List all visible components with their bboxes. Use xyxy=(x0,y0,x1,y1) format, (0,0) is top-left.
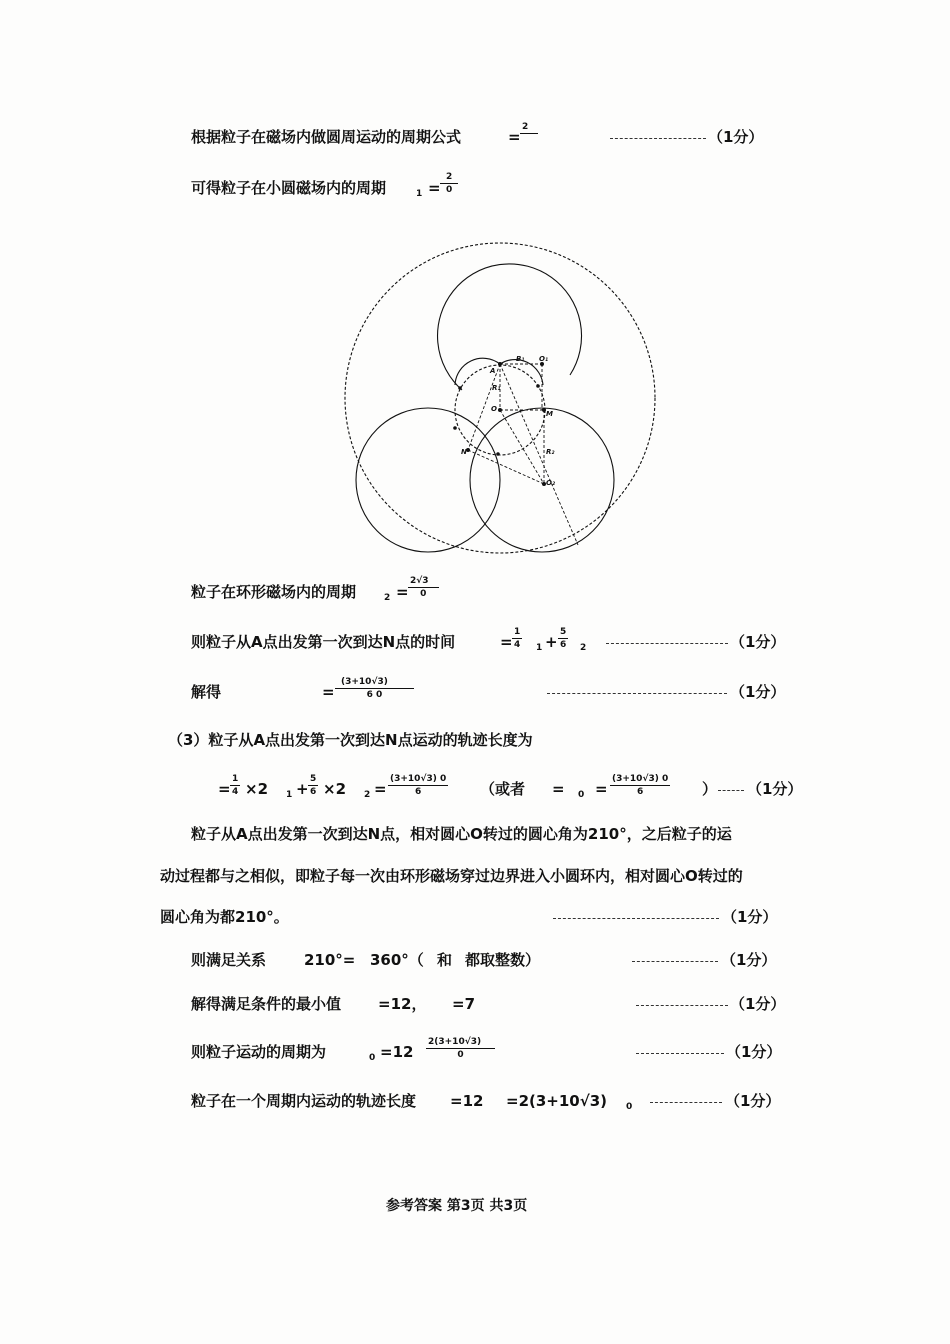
subscript: 0 xyxy=(369,1053,376,1063)
label-r2: R₂ xyxy=(546,448,555,456)
subscript: 1 xyxy=(536,643,543,653)
subscript: 1 xyxy=(416,189,423,199)
formula-period-result-fraction xyxy=(426,1036,495,1061)
fraction-numerator: (3+10√3) xyxy=(335,676,414,689)
label-o: O xyxy=(491,405,497,413)
fraction-denominator: 6 xyxy=(414,787,422,797)
formula-t1-numerator: 2 xyxy=(440,171,458,184)
radius-line-n-o2 xyxy=(468,450,544,484)
formula-length-multiple: =12 xyxy=(450,1092,484,1110)
subscript: 2 xyxy=(364,790,371,800)
formula-eq: = xyxy=(595,780,608,798)
point-marker xyxy=(496,452,500,456)
text-rotation-angle-line1: 粒子从A点出发第一次到达N点，相对圆心O转过的圆心角为210°，之后粒子的运 xyxy=(191,825,732,843)
formula-k-value: =7 xyxy=(452,995,476,1013)
score-mark: （1分） xyxy=(730,683,786,701)
text-trajectory-per-period: 粒子在一个周期内运动的轨迹长度 xyxy=(191,1092,417,1110)
text-part3-trajectory: （3）粒子从A点出发第一次到达N点运动的轨迹长度为 xyxy=(168,731,533,749)
formula-n-value: =12， xyxy=(378,995,427,1013)
formula-length-fraction xyxy=(388,773,448,798)
text-minimum-values: 解得满足条件的最小值 xyxy=(191,995,342,1013)
score-mark: （1分） xyxy=(708,128,764,146)
extended-radius-line xyxy=(500,364,578,545)
formula-t1-denominator: 0 xyxy=(446,185,453,195)
point-marker xyxy=(458,386,462,390)
formula-fraction-quarter xyxy=(512,626,522,651)
score-mark: （1分） xyxy=(730,995,786,1013)
formula-times: ×2 xyxy=(323,780,347,798)
point-a xyxy=(498,362,502,366)
formula-eq: = xyxy=(552,780,565,798)
fraction-numerator: 5 xyxy=(560,627,567,637)
text-small-circle-period: 可得粒子在小圆磁场内的周期 xyxy=(191,179,387,197)
formula-fraction-five-sixths xyxy=(308,773,318,798)
page-footer: 参考答案 第3页 共3页 xyxy=(386,1198,528,1214)
label-a: A xyxy=(490,367,496,375)
text-ring-field-period: 粒子在环形磁场内的周期 xyxy=(191,583,357,601)
subscript: 0 xyxy=(626,1102,633,1112)
formula-plus: + xyxy=(545,633,558,651)
formula-eq: = xyxy=(322,683,335,701)
fraction-denominator: 6 0 xyxy=(366,690,383,700)
formula-relation-left: 210°= xyxy=(304,951,356,969)
fraction-numerator: (3+10√3) 0 xyxy=(612,774,669,784)
formula-period-denominator xyxy=(520,134,538,146)
score-mark: （1分） xyxy=(721,951,777,969)
formula-eq: = xyxy=(500,633,513,651)
score-mark: （1分） xyxy=(726,1043,782,1061)
inner-arcs xyxy=(455,358,543,385)
formula-time-result-fraction xyxy=(335,676,414,701)
text-solve: 解得 xyxy=(191,683,222,701)
radius-line-o-o2 xyxy=(500,410,544,484)
fraction-denominator: 4 xyxy=(232,787,239,797)
label-r1: R₁ xyxy=(492,384,501,392)
fraction-numerator: 2(3+10√3) xyxy=(426,1036,495,1049)
fraction-denominator: 6 xyxy=(560,640,567,650)
text-period-formula: 根据粒子在磁场内做圆周运动的周期公式 xyxy=(191,128,462,146)
score-leader-line xyxy=(632,961,718,962)
subscript: 0 xyxy=(578,790,585,800)
score-leader-line xyxy=(547,693,727,694)
score-leader-line xyxy=(610,138,706,139)
text-time-a-to-n: 则粒子从A点出发第一次到达N点的时间 xyxy=(191,633,456,651)
score-mark: （1分） xyxy=(730,633,786,651)
formula-length-result: =2(3+10√3) xyxy=(506,1092,608,1110)
label-o2: O₂ xyxy=(546,479,556,487)
trajectory-circle-left xyxy=(356,408,500,552)
score-leader-line xyxy=(553,918,719,919)
text-integers: 都取整数） xyxy=(465,951,541,969)
formula-eq: = xyxy=(218,780,231,798)
magnetic-field-diagram xyxy=(330,240,670,570)
formula-plus: + xyxy=(296,780,309,798)
score-leader-line xyxy=(718,790,744,791)
formula-period-numerator: 2 xyxy=(520,121,538,134)
subscript: 2 xyxy=(384,593,391,603)
subscript: 2 xyxy=(580,643,587,653)
formula-eq: =12 xyxy=(380,1043,414,1061)
formula-relation-right: 360°（ xyxy=(370,951,424,969)
text-or: （或者 xyxy=(480,780,526,798)
fraction-numerator: 1 xyxy=(232,774,239,784)
formula-eq: = xyxy=(374,780,387,798)
score-mark: （1分） xyxy=(722,908,778,926)
score-leader-line xyxy=(606,643,728,644)
fraction-denominator: 4 xyxy=(514,640,521,650)
formula-t2-denominator: 0 xyxy=(420,589,427,599)
fraction-numerator: (3+10√3) 0 xyxy=(390,774,447,784)
score-leader-line xyxy=(636,1005,728,1006)
text-and: 和 xyxy=(437,951,453,969)
text-relation: 则满足关系 xyxy=(191,951,267,969)
formula-period-eq: = xyxy=(508,128,521,146)
formula-eq: = xyxy=(428,179,441,197)
formula-fraction-five-sixths xyxy=(558,626,568,651)
label-m: M xyxy=(546,410,553,418)
text-rotation-angle-line2: 动过程都与之相似，即粒子每一次由环形磁场穿过边界进入小圆环内，相对圆心O转过的 xyxy=(160,867,743,885)
formula-period-fraction xyxy=(520,121,538,146)
formula-t1-fraction xyxy=(440,171,458,196)
score-leader-line xyxy=(650,1102,722,1103)
fraction-numerator: 5 xyxy=(310,774,317,784)
formula-t2-fraction xyxy=(408,575,439,600)
text-close-paren: ） xyxy=(702,780,718,798)
score-mark: （1分） xyxy=(725,1092,781,1110)
text-rotation-angle-line3: 圆心角为都210°。 xyxy=(160,908,289,926)
formula-eq: = xyxy=(396,583,409,601)
point-o xyxy=(498,408,502,412)
formula-t2-numerator: 2√3 xyxy=(408,575,439,588)
fraction-denominator: 0 xyxy=(457,1050,464,1060)
label-b1: B₁ xyxy=(516,355,525,363)
score-leader-line xyxy=(636,1053,724,1054)
fraction-numerator: 1 xyxy=(514,627,521,637)
score-mark: （1分） xyxy=(747,780,803,798)
label-o1: O₁ xyxy=(539,355,549,363)
point-marker xyxy=(453,426,457,430)
formula-alt-length-fraction xyxy=(610,773,670,798)
text-motion-period: 则粒子运动的周期为 xyxy=(191,1043,327,1061)
label-n: N xyxy=(461,448,467,456)
fraction-denominator: 6 xyxy=(310,787,317,797)
subscript: 1 xyxy=(286,790,293,800)
formula-fraction-quarter xyxy=(230,773,240,798)
point-marker xyxy=(536,384,540,388)
formula-times: ×2 xyxy=(245,780,269,798)
fraction-denominator: 6 xyxy=(636,787,644,797)
